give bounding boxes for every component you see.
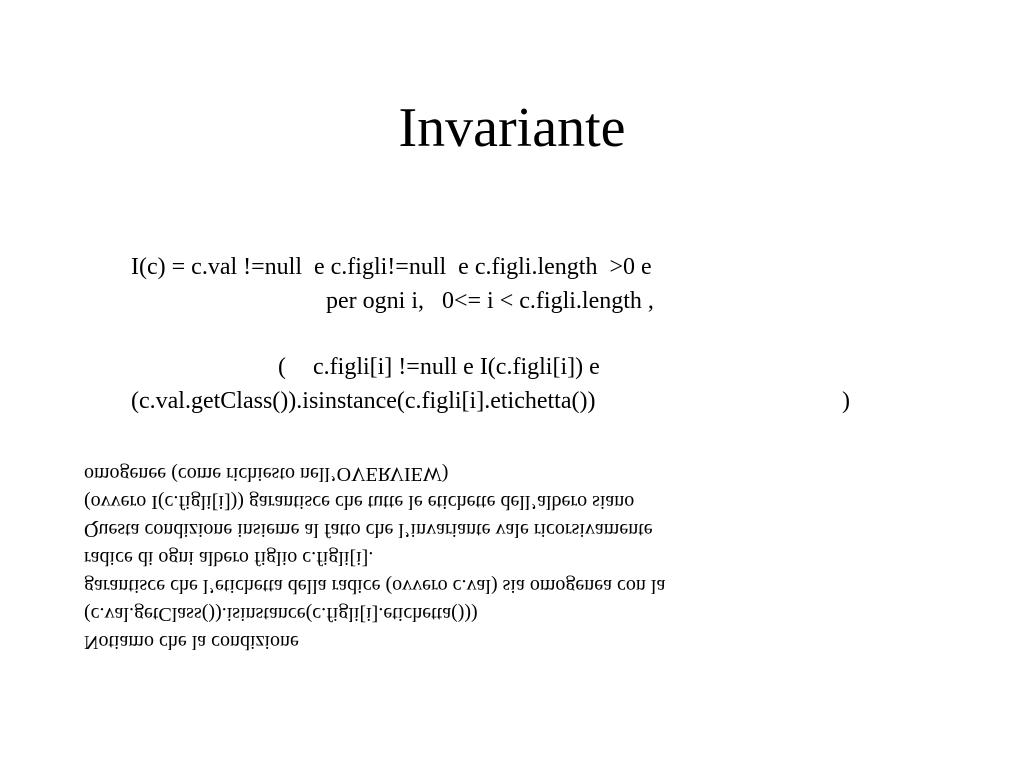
formula-line-3: c.figli[i] !=null e I(c.figli[i]) e bbox=[313, 354, 600, 380]
slide-title: Invariante bbox=[398, 97, 626, 159]
formula-line-2: per ogni i, 0<= i < c.figli.length , bbox=[326, 288, 654, 314]
formula-close-paren: ) bbox=[842, 388, 850, 414]
note-line: radice di ogni albero figlio c.figli[i]. bbox=[84, 547, 374, 569]
formula-line-4: (c.val.getClass()).isinstance(c.figli[i].etichetta()) bbox=[131, 388, 596, 414]
note-line: omogenee (come richiesto nell’OVERVIEW) bbox=[84, 463, 449, 485]
note-line: (c.val.getClass()).isinstance(c.figli[i].etichetta())) bbox=[84, 603, 478, 625]
note-line: garantisce che l’etichetta della radice (ovvero c.val) sia omogenea con la bbox=[84, 575, 666, 597]
note-line: Questa condizione insieme al fatto che l’invariante vale ricorsivamente bbox=[84, 519, 653, 541]
note-line: (ovvero I(c.figli[i])) garantisce che tutte le etichette dell’albero siano bbox=[84, 491, 635, 513]
mirrored-notes bbox=[84, 460, 844, 656]
formula-open-paren: ( bbox=[278, 354, 286, 380]
note-line: Notiamo che la condizione bbox=[84, 631, 299, 653]
formula-line-1: I(c) = c.val !=null e c.figli!=null e c.figli.length >0 e bbox=[131, 254, 652, 280]
